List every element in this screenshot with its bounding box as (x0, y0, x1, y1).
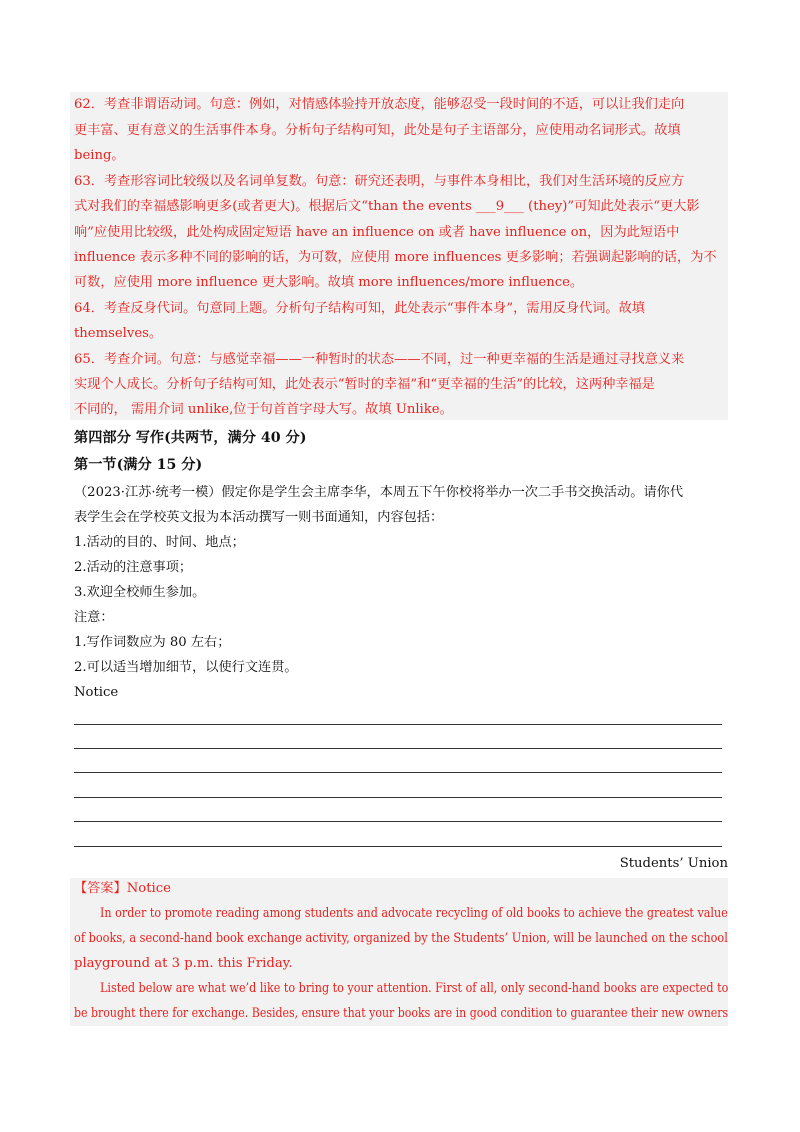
subsection-title: 第一节(满分 15 分) (74, 457, 203, 473)
answer-line: In order to promote reading among students and advocate recycling of old books to achieve the greatest value (100, 906, 728, 921)
explanation-line: 65．考查介词。句意：与感觉幸福——一种暂时的状态——不同，过一种更幸福的生活是通过寻找意义来 (74, 352, 685, 367)
explanation-line: 响”应使用比较级，此处构成固定短语 have an influence on 或者 have influence on，因为此短语中 (74, 225, 680, 240)
task-line: 2.可以适当增加细节，以使行文连贯。 (74, 660, 298, 675)
writing-line (74, 821, 722, 822)
task-line: （2023·江苏·统考一模）假定你是学生会主席李华，本周五下午你校将举办一次二手书交换活动。请你代 (74, 485, 684, 500)
signature: Students’ Union (619, 856, 728, 871)
answer-line: Listed below are what we’d like to bring to your attention. First of all, only second-hand books are expected to (100, 981, 729, 996)
task-line: 2.活动的注意事项； (74, 560, 193, 575)
writing-line (74, 772, 722, 773)
answer-highlight (70, 878, 728, 1026)
writing-line (74, 724, 722, 725)
answer-label: 【答案】Notice (74, 881, 171, 896)
explanation-line: 式对我们的幸福感影响更多(或者更大)。根据后文“than the events ___9___ (they)”可知此处表示“更大影 (74, 199, 700, 214)
explanation-line: 62．考查非谓语动词。句意：例如，对情感体验持开放态度，能够忍受一段时间的不适，可以让我们走向 (74, 97, 685, 112)
writing-line (74, 748, 722, 749)
explanation-line: 更丰富、更有意义的生活事件本身。分析句子结构可知，此处是句子主语部分，应使用动名词形式。故填 (74, 123, 681, 138)
task-line: 注意： (74, 610, 114, 625)
task-line: 1.写作词数应为 80 左右； (74, 635, 231, 650)
explanation-line: 不同的， 需用介词 unlike,位于句首首字母大写。故填 Unlike。 (74, 402, 453, 417)
explanation-line: 可数，应使用 more influence 更大影响。故填 more influences/more influence。 (74, 275, 584, 290)
part-title: 第四部分 写作(共两节，满分 40 分) (74, 430, 307, 446)
notice-heading: Notice (74, 685, 119, 700)
task-line: 表学生会在学校英文报为本活动撰写一则书面通知，内容包括： (74, 510, 444, 525)
answer-line: playground at 3 p.m. this Friday. (74, 956, 293, 971)
task-line: 1.活动的目的、时间、地点； (74, 535, 245, 550)
writing-line (74, 797, 722, 798)
explanation-line: 63．考查形容词比较级以及名词单复数。句意：研究还表明，与事件本身相比，我们对生活环境的反应方 (74, 174, 685, 189)
explanation-line: themselves。 (74, 326, 163, 341)
explanation-line: being。 (74, 148, 125, 163)
task-line: 3.欢迎全校师生参加。 (74, 585, 206, 600)
explanation-line: influence 表示多种不同的影响的话，为可数，应使用 more influences 更多影响；若强调起影响的话，为不 (74, 250, 717, 265)
writing-line (74, 846, 722, 847)
answer-line: be brought there for exchange. Besides, ensure that your books are in good condition to guarantee their new owners (74, 1006, 729, 1021)
explanation-line: 64．考查反身代词。句意同上题。分析句子结构可知，此处表示“事件本身”，需用反身代词。故填 (74, 301, 645, 316)
answer-line: of books, a second-hand book exchange activity, organized by the Students’ Union, will be launched on the school (74, 931, 728, 946)
explanation-line: 实现个人成长。分析句子结构可知，此处表示“暂时的幸福”和“更幸福的生活”的比较，这两种幸福是 (74, 377, 655, 392)
